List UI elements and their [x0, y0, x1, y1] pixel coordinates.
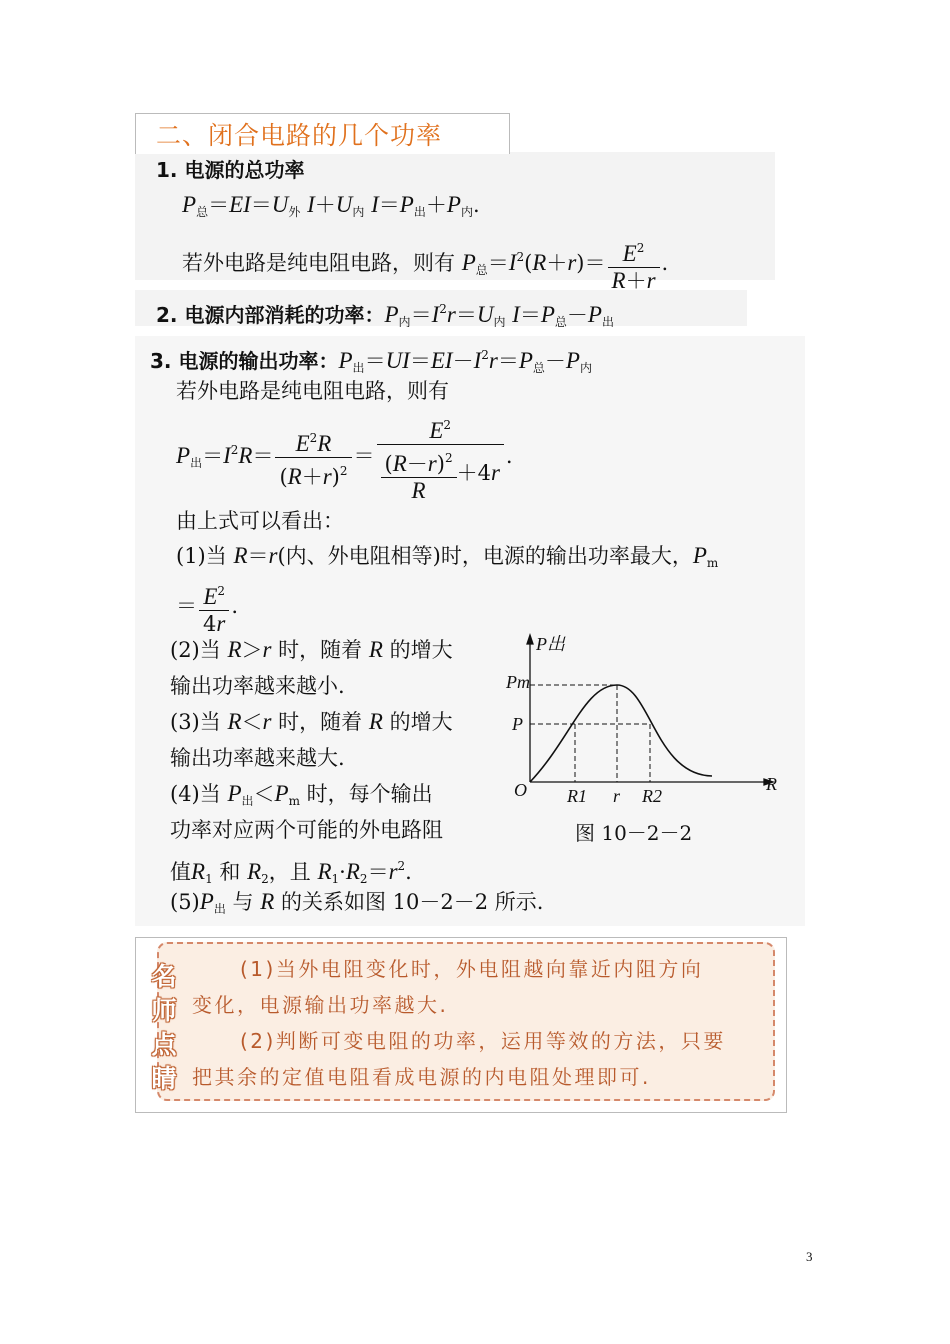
y-axis-arrow [527, 635, 533, 644]
tip-line-1: (1)当外电阻变化时，外电阻越向靠近内阻方向 [240, 957, 704, 981]
tip-seal [148, 960, 180, 1096]
section-title: 二、闭合电路的几个功率 [156, 121, 443, 150]
tip-line-4: 把其余的定值电阻看成电源的内电阻处理即可. [192, 1065, 651, 1089]
point4-line2: 功率对应两个可能的外电路阻 [170, 818, 443, 842]
point4: (4)当 $P_出<P_m$ 时，每个输出 [170, 781, 433, 808]
item3-line: 3. 电源的输出功率：$P_出=UI=EI-I^2r=P_总-P_内$ [150, 348, 592, 375]
point3: (3)当 R＜r 时，随着 R 的增大 [170, 709, 453, 734]
point1: (1)当 R＝r(内、外电阻相等)时，电源的输出功率最大，$P_m$ [176, 543, 719, 570]
point5: $(5)P_出$ 与 R 的关系如图 10－2－2 所示. [170, 889, 544, 916]
output-power-formula: $P_出=I^2R=$ $\frac{E^2R}{(R+r)^2}$ ＝ $E^2$ $\frac{(R-r)^2}{R}$ ＋4r . [176, 410, 513, 504]
y-axis-label: P出 [536, 634, 565, 654]
r2-label: R2 [642, 786, 662, 806]
p-label: P [512, 714, 523, 734]
page-number: 3 [806, 1249, 813, 1264]
r-label: r [613, 786, 621, 806]
point2: (2)当 R＞r 时，随着 R 的增大 [170, 637, 453, 662]
item1-equation: $P_总=EI=U_外$ $I+U_内$ $I=P_出+P_内$. [182, 192, 480, 219]
power-curve [530, 685, 712, 782]
origin-label: O [514, 780, 527, 800]
point1-max: ＝ $\frac{E^2}{4r}$ . [176, 578, 238, 637]
point3-line2: 输出功率越来越大. [170, 746, 345, 770]
seal-char-1: 名 [151, 962, 177, 991]
item1-pure-resistance: 若外电路是纯电阻电路，则有 $P_总=I^2(R+r)=$ $\frac{E^2}{R+r}$ . [182, 229, 668, 298]
figure-caption: 图 10－2－2 [575, 821, 693, 845]
item3-pure-resistance: 若外电路是纯电阻电路，则有 [176, 379, 449, 403]
item2-line: 2. 电源内部消耗的功率：$P_内=I^2r=U_内$ $I=P_总-P_出$ [156, 302, 614, 329]
seal-char-4: 睛 [151, 1064, 177, 1093]
tip-line-3: (2)判断可变电阻的功率，运用等效的方法，只要 [240, 1029, 726, 1053]
pm-label: Pm [506, 672, 530, 692]
point2-line2: 输出功率越来越小. [170, 674, 345, 698]
tip-line-2: 变化，电源输出功率越大. [192, 993, 449, 1017]
power-curve-figure [500, 630, 790, 820]
item1-title: 1. 电源的总功率 [156, 158, 305, 182]
x-axis-label: R [766, 774, 777, 794]
r1-label: R1 [567, 786, 587, 806]
seal-char-2: 师 [151, 996, 177, 1025]
observe-line: 由上式可以看出： [176, 509, 344, 533]
seal-char-3: 点 [151, 1030, 177, 1059]
point4-line3: 值$R_1$ 和 $R_2$，且 $R_1\cdot R_2=r^2$. [170, 859, 412, 886]
